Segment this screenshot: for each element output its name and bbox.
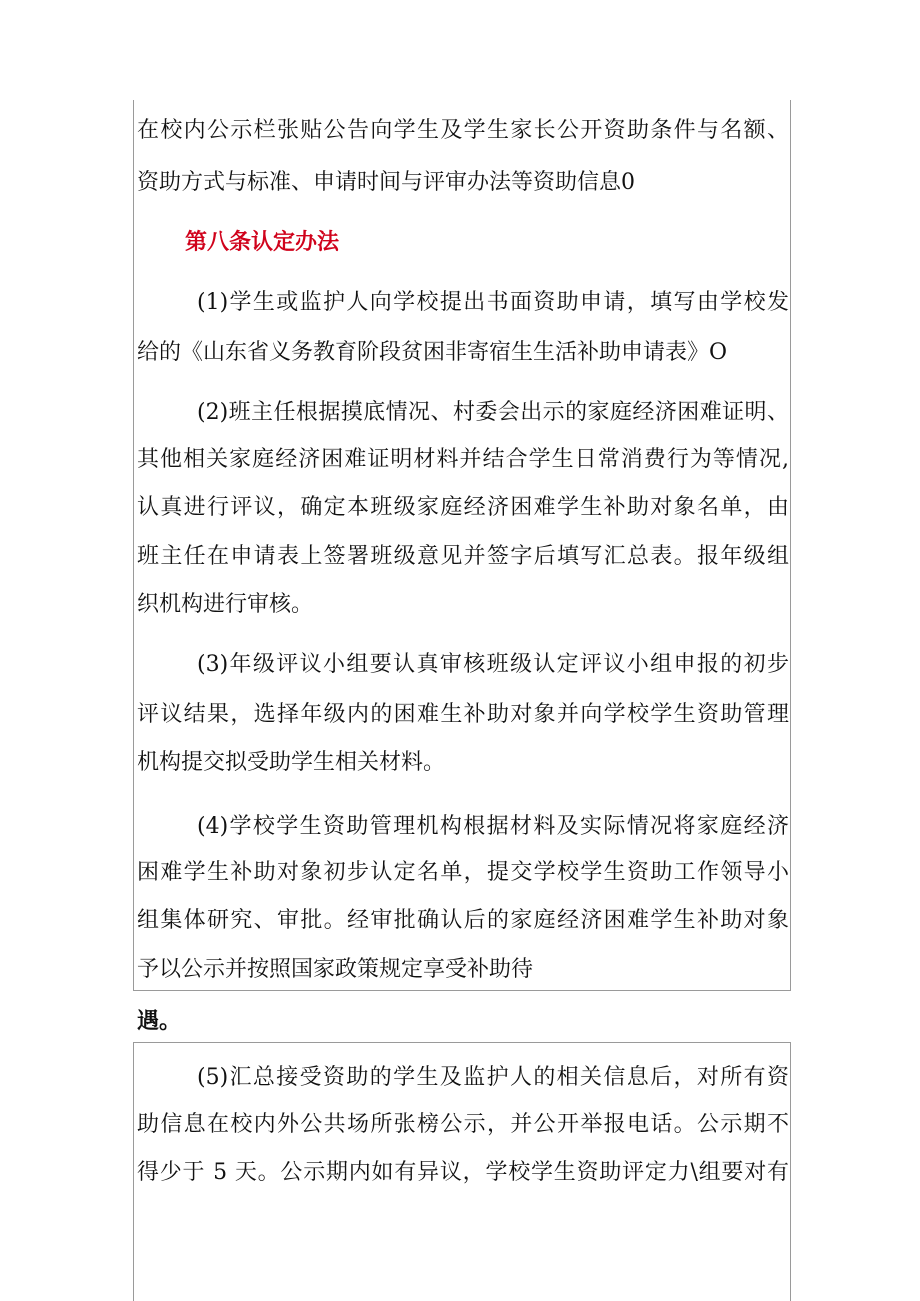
paragraph-1-line-1: (1)学生或监护人向学校提出书面资助申请，填写由学校发	[197, 290, 789, 315]
paragraph-1-line-2: 给的《山东省义务教育阶段贫困非寄宿生生活补助申请表》O	[137, 340, 728, 365]
intro-line-2: 资助方式与标准、申请时间与评审办法等资助信息0	[137, 170, 635, 195]
paragraph-4-line-2: 困难学生补助对象初步认定名单，提交学校学生资助工作领导小	[137, 860, 789, 885]
paragraph-2-line-1: (2)班主任根据摸底情况、村委会出示的家庭经济困难证明、	[197, 400, 789, 425]
intro-line-1: 在校内公示栏张贴公告向学生及学生家长公开资助条件与名额、	[137, 118, 789, 143]
paragraph-5-line-3: 得少于 5 天。公示期内如有异议，学校学生资助评定力\组要对有	[137, 1160, 789, 1185]
paragraph-3-line-3: 机构提交拟受助学生相关材料。	[137, 750, 446, 775]
paragraph-2-line-4: 班主任在申请表上签署班级意见并签字后填写汇总表。报年级组	[137, 544, 789, 569]
paragraph-2-line-5: 织机构进行审核。	[137, 592, 314, 617]
overflow-text: 遇。	[137, 1008, 182, 1034]
section-heading: 第八条认定办法	[185, 230, 340, 255]
paragraph-3-line-1: (3)年级评议小组要认真审核班级认定评议小组申报的初步	[197, 652, 789, 677]
paragraph-5-line-2: 助信息在校内外公共场所张榜公示，并公开举报电话。公示期不	[137, 1112, 789, 1137]
paragraph-3-line-2: 评议结果，选择年级内的困难生补助对象并向学校学生资助管理	[137, 702, 789, 727]
paragraph-4-line-4: 予以公示并按照国家政策规定享受补助待	[137, 957, 534, 982]
paragraph-2-line-3: 认真进行评议，确定本班级家庭经济困难学生补助对象名单，由	[137, 495, 789, 520]
paragraph-2-line-2: 其他相关家庭经济困难证明材料并结合学生日常消费行为等情况,	[137, 447, 789, 472]
paragraph-5-line-1: (5)汇总接受资助的学生及监护人的相关信息后，对所有资	[197, 1065, 789, 1090]
paragraph-4-line-1: (4)学校学生资助管理机构根据材料及实际情况将家庭经济	[197, 814, 789, 839]
paragraph-4-line-3: 组集体研究、审批。经审批确认后的家庭经济困难学生补助对象	[137, 908, 789, 933]
